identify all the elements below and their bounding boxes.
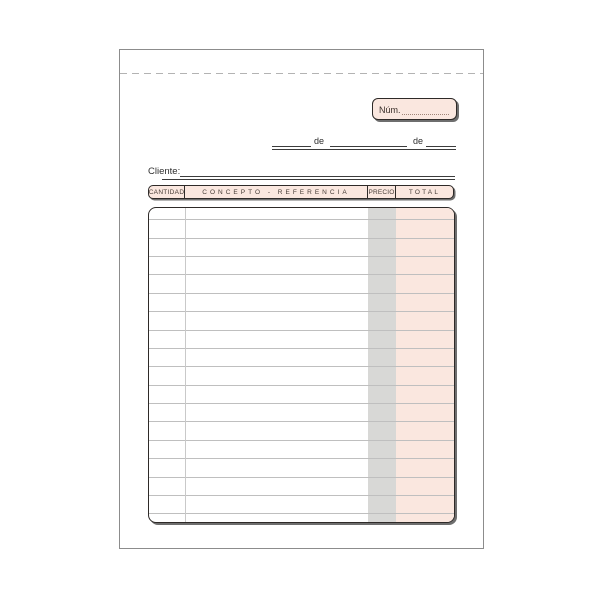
table-row [149,257,454,275]
column-header-precio: PRECIO [368,186,396,198]
table-row [149,386,454,404]
date-line [272,134,456,147]
date-underline [272,149,456,150]
column-header-cantidad: CANTIDAD [149,186,185,198]
table-row [149,275,454,293]
table-row [149,349,454,367]
table-header [148,185,454,199]
table-row [149,331,454,349]
table-row [149,208,454,220]
cliente-line [148,165,455,177]
cliente-underline-2 [162,179,455,180]
table-row [149,478,454,496]
table-row [149,239,454,257]
perforation-dashed-line [120,73,483,74]
receipt-form-page [119,49,484,549]
table-row [149,422,454,440]
table-row [149,220,454,238]
cantidad-column-divider [185,208,186,522]
table-row [149,496,454,514]
table-row [149,367,454,385]
cliente-blank-line [180,165,455,177]
date-de-label-1: de [314,136,325,146]
table-body [148,207,455,523]
table-row [149,459,454,477]
table-row [149,404,454,422]
date-year-blank [426,134,456,147]
date-month-blank [330,134,407,147]
num-box [372,98,457,120]
table-row [149,312,454,330]
cliente-label: Cliente: [148,166,181,177]
num-fill-line [402,104,449,115]
table-rows [149,208,454,522]
table-row [149,514,454,523]
column-header-concepto-referencia: CONCEPTO - REFERENCIA [185,186,368,198]
table-row [149,441,454,459]
date-day-blank [272,134,311,147]
date-de-label-2: de [412,136,423,146]
table-row [149,294,454,312]
column-header-total: TOTAL [408,188,441,196]
num-label: Núm. [379,105,401,115]
